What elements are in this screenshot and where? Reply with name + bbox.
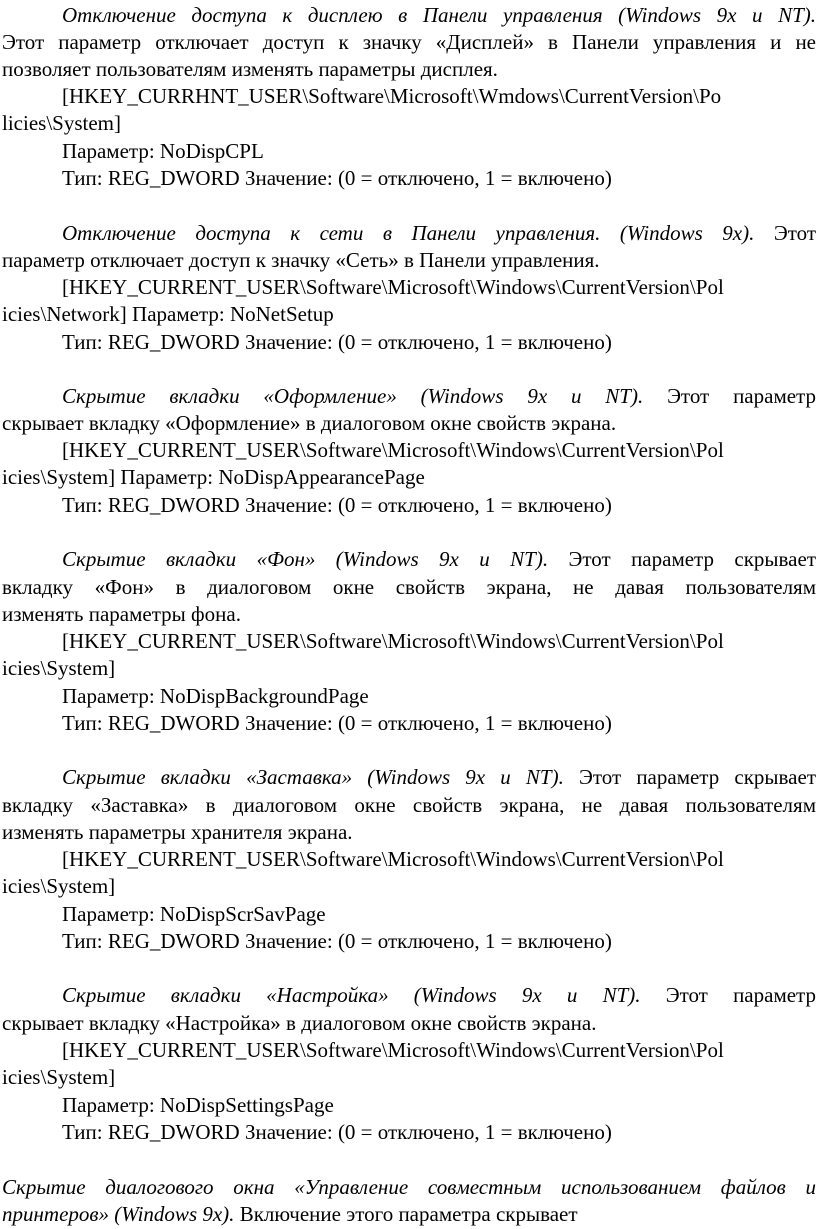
section-3-type-value: Тип: REG_DWORD Значение: (0 = отключено, 1 = включено) <box>62 493 612 517</box>
section-3-title-line: Скрытие вкладки «Оформление» (Windows 9x и NT). Этот параметр <box>62 384 816 408</box>
section-1-parameter: Параметр: NoDispCPL <box>62 139 264 163</box>
section-1-text-line: Этот параметр отключает доступ к значку «Дисплей» в Панели управления и не <box>2 30 816 54</box>
section-6-text-line: скрывает вкладку «Настройка» в диалоговом окне свойств экрана. <box>2 1011 597 1035</box>
section-6-type-value: Тип: REG_DWORD Значение: (0 = отключено, 1 = включено) <box>62 1120 612 1144</box>
section-2-registry-key: [HKEY_CURRENT_USER\Software\Microsoft\Windows\CurrentVersion\Pol <box>62 275 724 299</box>
section-1-registry-key: licies\System] <box>2 111 121 135</box>
section-4-title-line: Скрытие вкладки «Фон» (Windows 9x и NT). Этот параметр скрывает <box>62 547 816 571</box>
section-4-text-line: изменять параметры фона. <box>2 602 241 626</box>
section-3-text-line: скрывает вкладку «Оформление» в диалоговом окне свойств экрана. <box>2 411 617 435</box>
section-6-registry-key: [HKEY_CURRENT_USER\Software\Microsoft\Windows\CurrentVersion\Pol <box>62 1038 724 1062</box>
section-5-title-line: Скрытие вкладки «Заставка» (Windows 9x и NT). Этот параметр скрывает <box>62 765 816 789</box>
section-2-type-value: Тип: REG_DWORD Значение: (0 = отключено, 1 = включено) <box>62 330 612 354</box>
section-4-parameter: Параметр: NoDispBackgroundPage <box>62 684 369 708</box>
section-6-registry-key: icies\System] <box>2 1065 116 1089</box>
section-1-registry-key: [HKEY_CURRHNT_USER\Software\Microsoft\Wmdows\CurrentVersion\Po <box>62 84 722 108</box>
section-1-type-value: Тип: REG_DWORD Значение: (0 = отключено, 1 = включено) <box>62 166 612 190</box>
section-7-title-line: Скрытие диалогового окна «Управление совместным использованием файлов и <box>2 1175 816 1199</box>
section-3-registry-key: [HKEY_CURRENT_USER\Software\Microsoft\Windows\CurrentVersion\Pol <box>62 438 724 462</box>
section-3-registry-key: icies\System] Параметр: NoDispAppearancePage <box>2 465 425 489</box>
section-4-registry-key: icies\System] <box>2 656 116 680</box>
section-5-registry-key: icies\System] <box>2 874 116 898</box>
section-2-title-line: Отключение доступа к сети в Панели управления. (Windows 9x). Этот <box>62 221 816 245</box>
section-4-registry-key: [HKEY_CURRENT_USER\Software\Microsoft\Windows\CurrentVersion\Pol <box>62 629 724 653</box>
section-4-text-line: вкладку «Фон» в диалоговом окне свойств экрана, не давая пользователям <box>2 575 816 599</box>
section-5-text-line: изменять параметры хранителя экрана. <box>2 820 353 844</box>
section-6-title-line: Скрытие вкладки «Настройка» (Windows 9x и NT). Этот параметр <box>62 983 816 1007</box>
section-6-parameter: Параметр: NoDispSettingsPage <box>62 1093 334 1117</box>
section-7-title-line: принтеров» (Windows 9x). Включение этого параметра скрывает <box>2 1202 578 1226</box>
section-4-type-value: Тип: REG_DWORD Значение: (0 = отключено, 1 = включено) <box>62 711 612 735</box>
section-2-registry-key: icies\Network] Параметр: NoNetSetup <box>2 302 334 326</box>
section-5-registry-key: [HKEY_CURRENT_USER\Software\Microsoft\Windows\CurrentVersion\Pol <box>62 847 724 871</box>
section-5-parameter: Параметр: NoDispScrSavPage <box>62 902 326 926</box>
section-5-type-value: Тип: REG_DWORD Значение: (0 = отключено, 1 = включено) <box>62 929 612 953</box>
section-5-text-line: вкладку «Заставка» в диалоговом окне свойств экрана, не давая пользователям <box>2 793 816 817</box>
section-1-title-line: Отключение доступа к дисплею в Панели управления (Windows 9x и NT). <box>62 3 816 27</box>
section-1-text-line: позволяет пользователям изменять параметры дисплея. <box>2 57 498 81</box>
section-2-text-line: параметр отключает доступ к значку «Сеть» в Панели управления. <box>2 248 600 272</box>
